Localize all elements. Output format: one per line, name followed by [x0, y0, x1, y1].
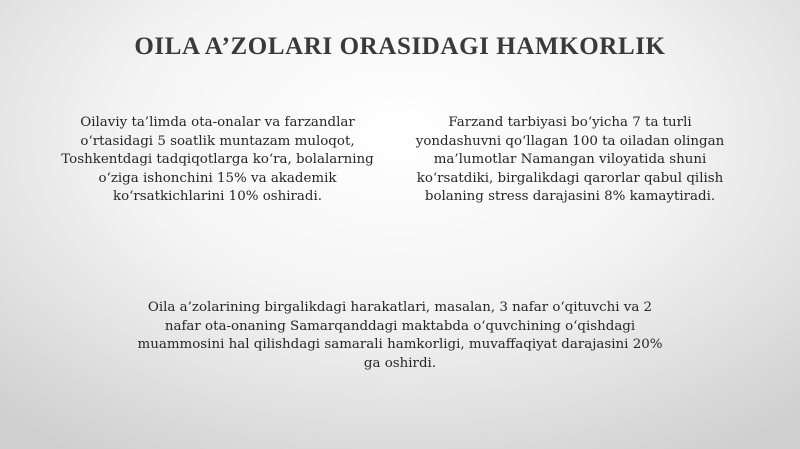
paragraph-bottom: Oila a’zolarining birgalikdagi harakatlari, masalan, 3 nafar o‘qituvchi va 2 nafar ota-onaning Samarqanddagi maktabda o‘quvchining o‘qishdagi muammosini hal qilishdagi samarali hamkorligi, muvaffaqiyat darajasini 20% ga oshirdi. — [137, 300, 663, 371]
paragraph-right: Farzand tarbiyasi bo‘yicha 7 ta turli yondashuvni qo‘llagan 100 ta oiladan olingan ma’lumotlar Namangan viloyatida shuni ko‘rsatdiki, birgalikdagi qarorlar qabul qilish bolaning stress darajasini 8% kamaytiradi. — [415, 115, 725, 205]
paragraph-left: Oilaviy ta’limda ota-onalar va farzandlar o‘rtasidagi 5 soatlik muntazam muloqot, Toshkentdagi tadqiqotlarga ko‘ra, bolalarning o‘ziga ishonchini 15% va akademik ko‘rsatkichlarini 10% oshiradi. — [61, 115, 374, 205]
slide-title: OILA A’ZOLARI ORASIDAGI HAMKORLIK — [134, 33, 666, 60]
